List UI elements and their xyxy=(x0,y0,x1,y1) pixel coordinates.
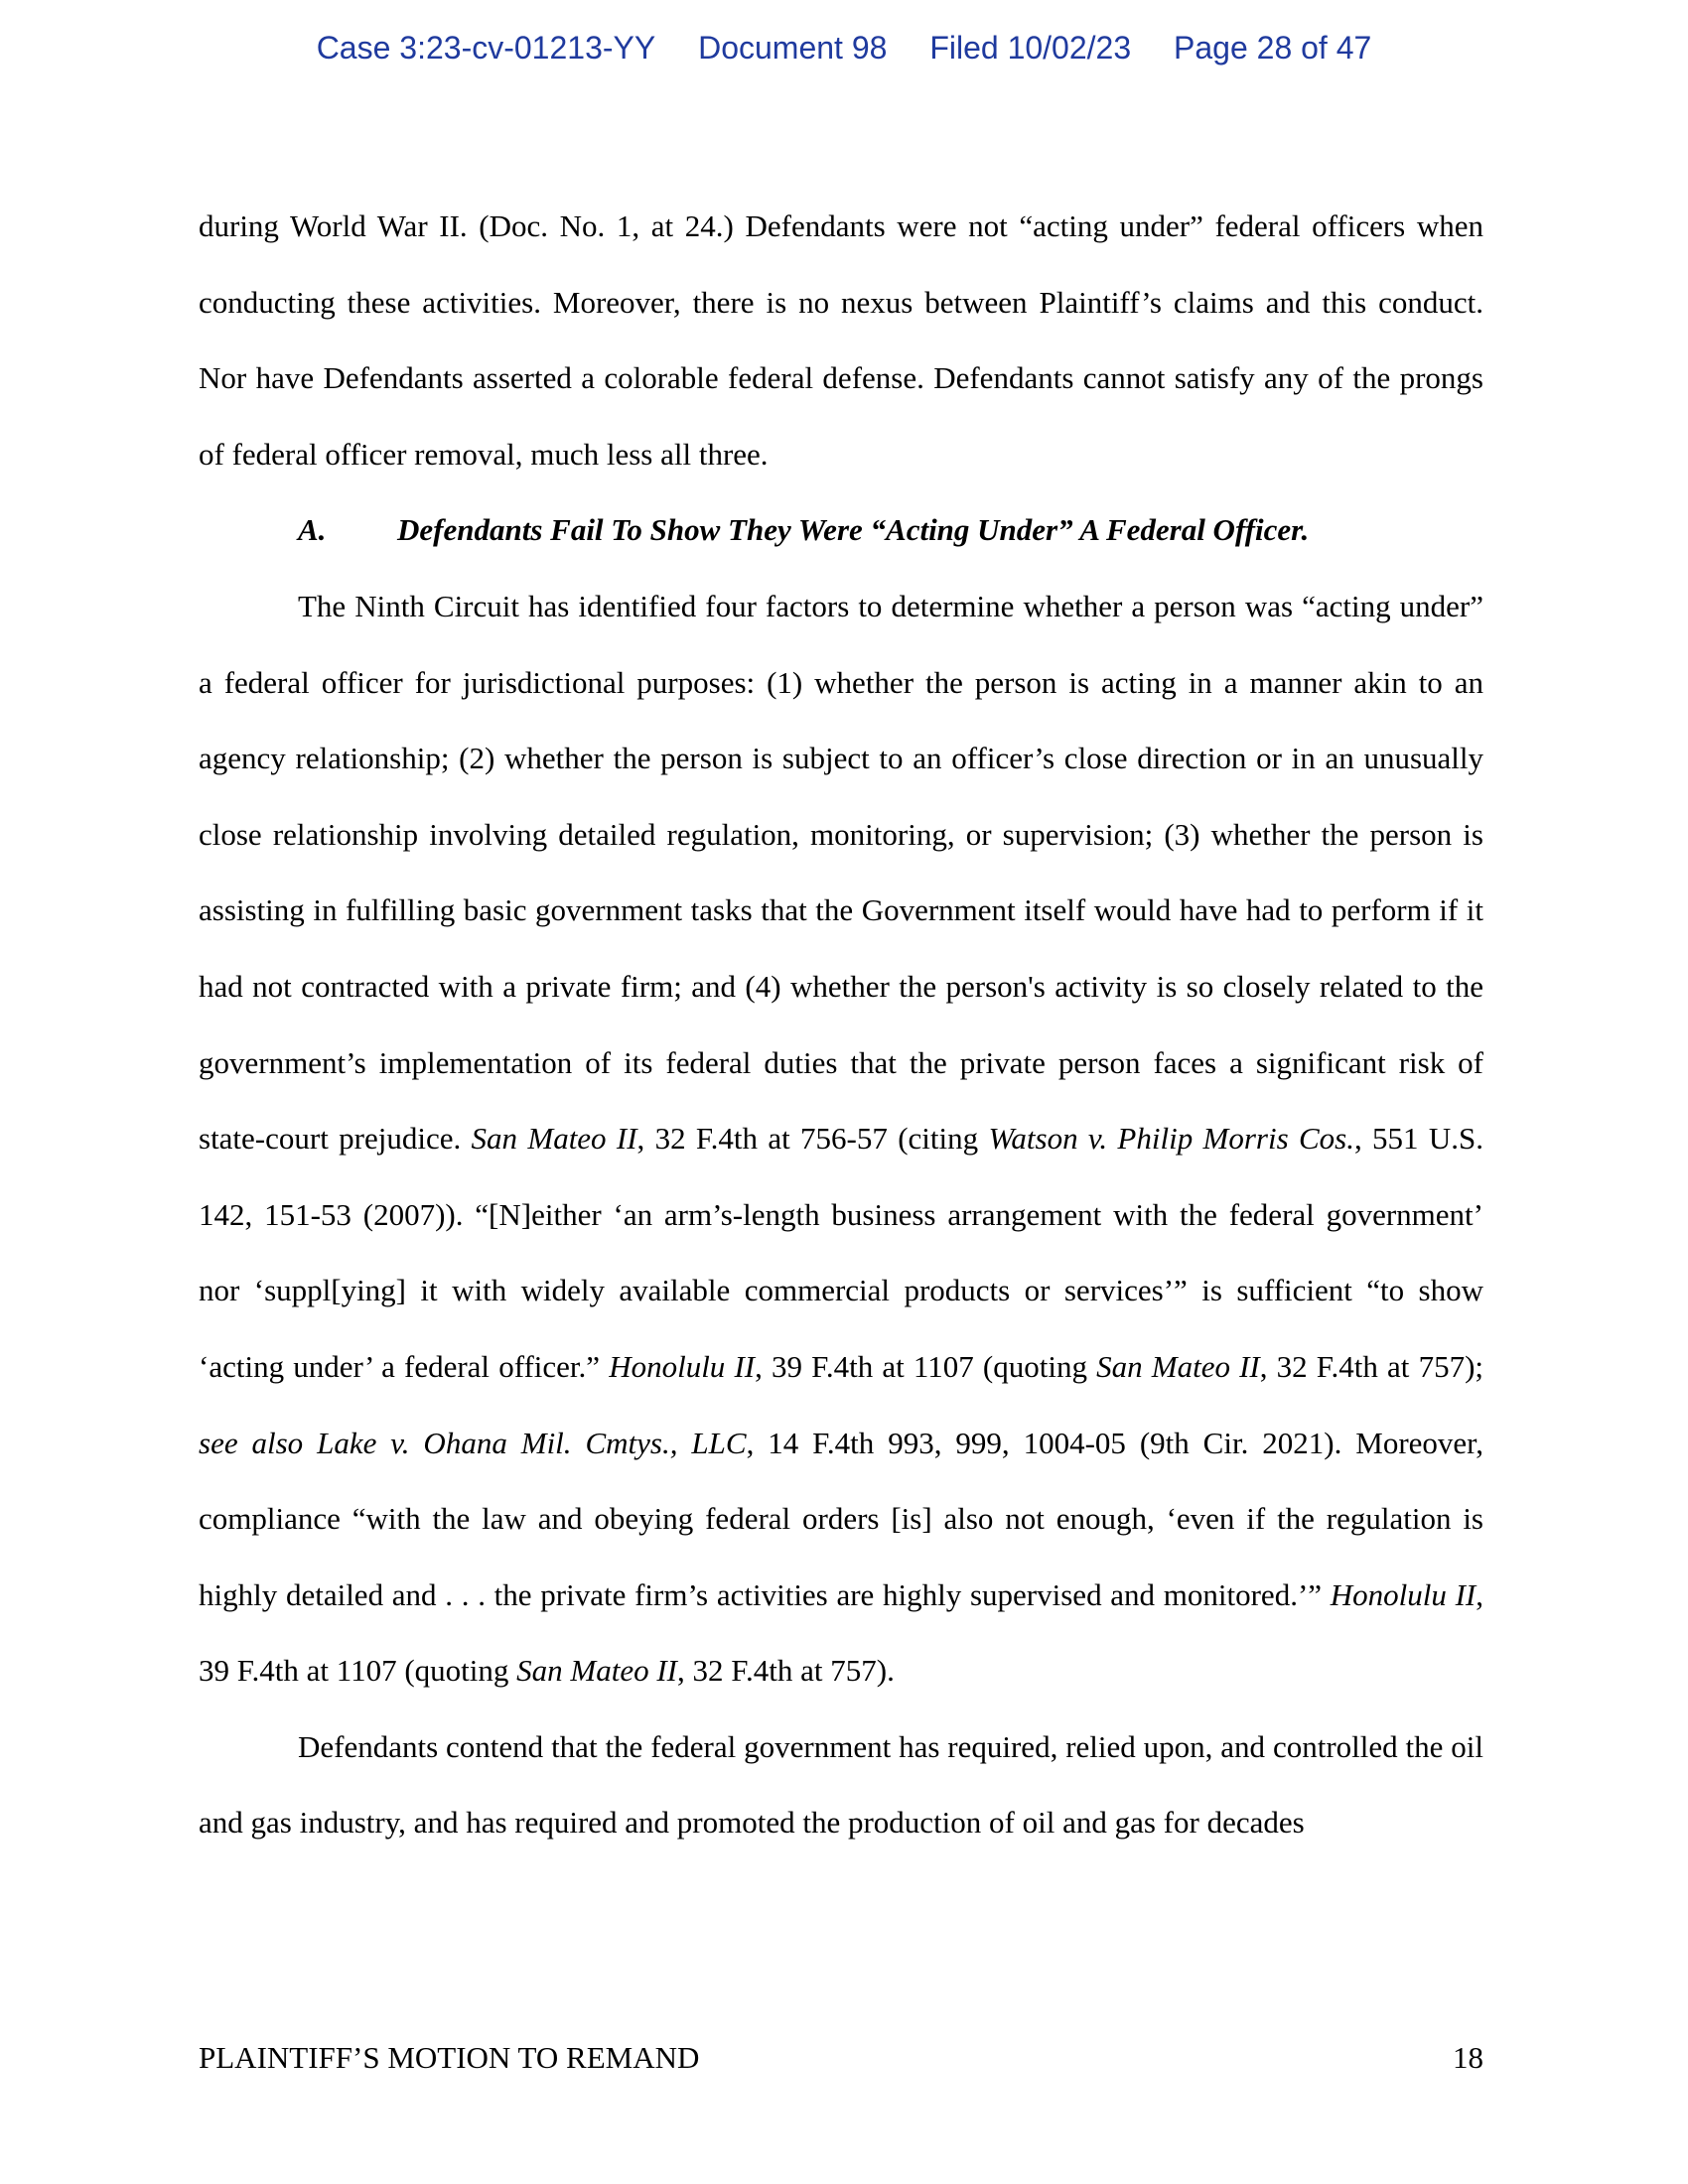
filed-date: Filed 10/02/23 xyxy=(929,30,1132,66)
text-run: , 32 F.4th at 757); xyxy=(1259,1348,1484,1384)
citation-italic: see also Lake v. Ohana Mil. Cmtys., LLC xyxy=(199,1425,747,1460)
citation-italic: Watson v. Philip Morris Cos. xyxy=(988,1121,1354,1157)
text-run: , 32 F.4th at 757). xyxy=(677,1653,895,1689)
page-indicator: Page 28 of 47 xyxy=(1174,30,1372,66)
case-number: Case 3:23-cv-01213-YY xyxy=(316,30,656,66)
text-run: , 14 F.4th 993, 999, 1004-05 (9th Cir. 2021). Moreover, compliance “with the law and obeying federal orders [is] also not enough, ‘even if the regulation is highly detailed and . . . the private firm’s activities are highly supervised and monitored.’” xyxy=(199,1425,1483,1612)
footer-page-number: 18 xyxy=(1453,2040,1483,2075)
text-run: , 39 F.4th at 1107 (quoting xyxy=(755,1348,1097,1384)
footer-title: PLAINTIFF’S MOTION TO REMAND xyxy=(199,2040,700,2075)
section-title: Defendants Fail To Show They Were “Acting Under” A Federal Officer. xyxy=(397,512,1310,548)
document-body xyxy=(199,189,1483,1861)
citation-italic: Honolulu II xyxy=(1330,1576,1477,1612)
citation-italic: Honolulu II xyxy=(609,1348,756,1384)
text-run: , 551 U.S. 142, 151-53 (2007)). “[N]either ‘an arm’s-length business arrangement with the federal government’ nor ‘suppl[ying] it with widely available commercial products or services’” is sufficient “to show ‘acting under’ a federal officer.” xyxy=(199,1121,1483,1384)
section-number: A. xyxy=(298,512,327,548)
paragraph-defendants-contend: Defendants contend that the federal government has required, relied upon, and controlled the oil and gas industry, and has required and promoted the production of oil and gas for decades xyxy=(199,1728,1483,1841)
text-run: , 39 F.4th at 1107 (quoting xyxy=(199,1576,1483,1689)
ecf-header xyxy=(0,30,1688,67)
section-heading xyxy=(199,492,1483,569)
paragraph-continuation: during World War II. (Doc. No. 1, at 24.) Defendants were not “acting under” federal officers when conducting these activities. Moreover, there is no nexus between Plaintiff’s claims and this conduct. Nor have Defendants asserted a colorable federal defense. Defendants cannot satisfy any of the prongs of federal officer removal, much less all three. xyxy=(199,208,1483,472)
citation-italic: San Mateo II xyxy=(1096,1348,1260,1384)
citation-italic: San Mateo II xyxy=(516,1653,677,1689)
text-run: The Ninth Circuit has identified four factors to determine whether a person was “acting under” a federal officer for jurisdictional purposes: (1) whether the person is acting in a manner akin to an agency relationship; (2) whether the person is subject to an officer’s close direction or in an unusually close relationship involving detailed regulation, monitoring, or supervision; (3) whether the person is assisting in fulfilling basic government tasks that the Government itself would have had to perform if it had not contracted with a private firm; and (4) whether the person's activity is so closely related to the government’s implementation of its federal duties that the private person faces a significant risk of state-court prejudice. xyxy=(199,588,1483,1157)
text-run: , 32 F.4th at 756-57 (citing xyxy=(636,1121,989,1157)
document-number: Document 98 xyxy=(698,30,888,66)
paragraph-acting-under-factors xyxy=(199,569,1483,1709)
citation-italic: San Mateo II xyxy=(471,1121,637,1157)
